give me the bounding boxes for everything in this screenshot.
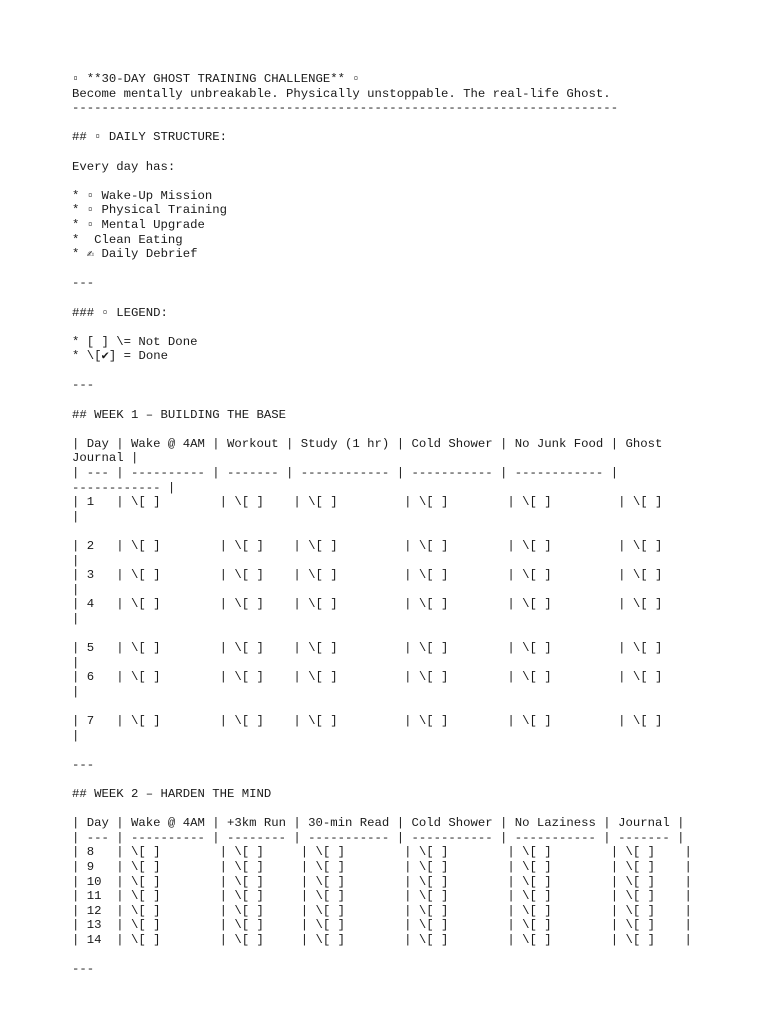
text-line: | 14 | \[ ] | \[ ] | \[ ] | \[ ] | \[ ] | \[ ] |	[72, 933, 692, 948]
text-line: | 4 | \[ ] | \[ ] | \[ ] | \[ ] | \[ ] | \[ ]	[72, 597, 663, 612]
text-line	[72, 700, 712, 715]
text-line: | 7 | \[ ] | \[ ] | \[ ] | \[ ] | \[ ] | \[ ]	[72, 714, 663, 729]
text-line	[72, 116, 712, 131]
text-line: ---	[72, 378, 95, 393]
text-line: |	[72, 553, 80, 568]
text-line: * ✍ Daily Debrief	[72, 247, 198, 262]
text-line: |	[72, 684, 80, 699]
text-line	[72, 948, 712, 963]
text-line: ---	[72, 276, 95, 291]
text-line: | --- | ---------- | ------- | ------------ | ----------- | ------------ |	[72, 466, 619, 481]
text-line	[72, 364, 712, 379]
text-line	[72, 802, 712, 817]
text-line: --------------------------------------------------------------------------	[72, 101, 619, 116]
text-line: Every day has:	[72, 159, 176, 174]
text-line: | 10 | \[ ] | \[ ] | \[ ] | \[ ] | \[ ] | \[ ] |	[72, 874, 692, 889]
text-line: |	[72, 509, 80, 524]
text-line	[72, 524, 712, 539]
text-line: ## WEEK 1 – BUILDING THE BASE	[72, 407, 287, 422]
text-line: | 9 | \[ ] | \[ ] | \[ ] | \[ ] | \[ ] | \[ ] |	[72, 860, 692, 875]
text-line: |	[72, 728, 80, 743]
text-line	[72, 174, 712, 189]
text-line: | 11 | \[ ] | \[ ] | \[ ] | \[ ] | \[ ] | \[ ] |	[72, 889, 692, 904]
text-line: | 1 | \[ ] | \[ ] | \[ ] | \[ ] | \[ ] | \[ ]	[72, 495, 663, 510]
text-line	[72, 320, 712, 335]
text-line: ## ▫ DAILY STRUCTURE:	[72, 130, 227, 145]
text-line	[72, 743, 712, 758]
text-line	[72, 422, 712, 437]
text-line: | 8 | \[ ] | \[ ] | \[ ] | \[ ] | \[ ] | \[ ] |	[72, 845, 692, 860]
text-line: | Day | Wake @ 4AM | Workout | Study (1 hr) | Cold Shower | No Junk Food | Ghost	[72, 436, 663, 451]
text-line: |	[72, 582, 80, 597]
text-line: * \[✔] = Done	[72, 349, 168, 364]
text-line: |	[72, 655, 80, 670]
text-line	[72, 291, 712, 306]
text-line: ---	[72, 962, 95, 977]
text-line: * ▫ Mental Upgrade	[72, 217, 205, 232]
document-body	[72, 72, 712, 977]
text-line: ------------ |	[72, 480, 176, 495]
text-line: |	[72, 611, 80, 626]
text-line: | 2 | \[ ] | \[ ] | \[ ] | \[ ] | \[ ] | \[ ]	[72, 539, 663, 553]
text-line: * Clean Eating	[72, 232, 183, 247]
text-line: ---	[72, 757, 95, 772]
text-line: Journal |	[72, 451, 139, 466]
text-line: | Day | Wake @ 4AM | +3km Run | 30-min Read | Cold Shower | No Laziness | Journal |	[72, 816, 685, 831]
text-line: | --- | ---------- | -------- | ----------- | ----------- | ----------- | ------- |	[72, 830, 685, 845]
text-line: | 6 | \[ ] | \[ ] | \[ ] | \[ ] | \[ ] | \[ ]	[72, 670, 663, 685]
text-line: * ▫ Physical Training	[72, 203, 227, 218]
text-line: ## WEEK 2 – HARDEN THE MIND	[72, 787, 272, 802]
text-line: * ▫ Wake-Up Mission	[72, 188, 213, 203]
text-line: * [ ] \= Not Done	[72, 334, 198, 349]
text-line	[72, 627, 712, 642]
text-line	[72, 145, 712, 160]
text-line: | 13 | \[ ] | \[ ] | \[ ] | \[ ] | \[ ] | \[ ] |	[72, 918, 692, 933]
text-line: ### ▫ LEGEND:	[72, 305, 168, 320]
text-line: | 5 | \[ ] | \[ ] | \[ ] | \[ ] | \[ ] | \[ ]	[72, 641, 663, 656]
text-line	[72, 262, 712, 277]
text-line	[72, 773, 712, 788]
text-line: | 12 | \[ ] | \[ ] | \[ ] | \[ ] | \[ ] | \[ ] |	[72, 903, 692, 918]
text-line: | 3 | \[ ] | \[ ] | \[ ] | \[ ] | \[ ] | \[ ]	[72, 568, 663, 583]
text-line: ▫ **30-DAY GHOST TRAINING CHALLENGE** ▫	[72, 72, 360, 86]
text-line: Become mentally unbreakable. Physically unstoppable. The real-life Ghost.	[72, 86, 611, 101]
text-line	[72, 393, 712, 408]
